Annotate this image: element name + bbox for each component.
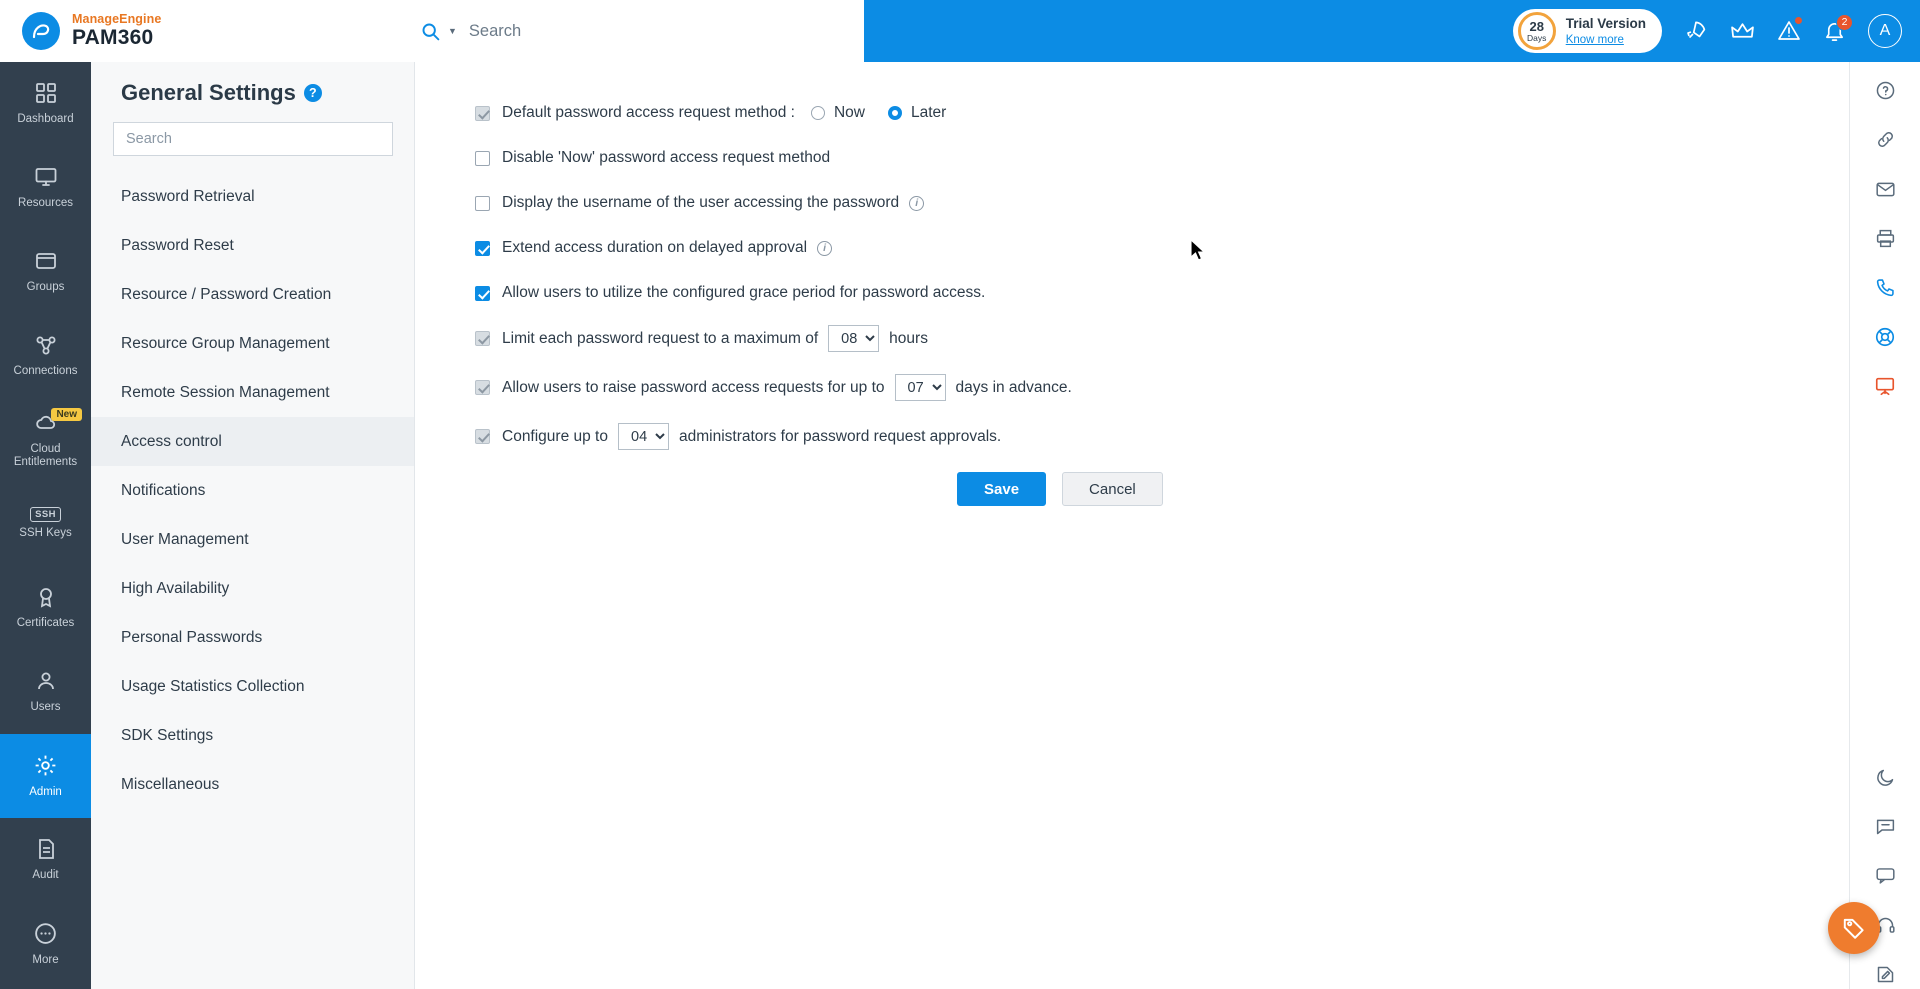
- settings-item-miscellaneous[interactable]: Miscellaneous: [121, 775, 220, 793]
- print-icon[interactable]: [1870, 224, 1900, 253]
- cancel-button[interactable]: Cancel: [1062, 472, 1163, 506]
- gear-icon: [33, 753, 58, 781]
- settings-item-high-availability[interactable]: High Availability: [121, 579, 230, 597]
- admins-approval-label-after: administrators for password request approvals.: [679, 427, 1002, 445]
- default-method-label: Default password access request method :: [502, 104, 795, 121]
- alert-dot-badge: [1794, 16, 1803, 25]
- global-search[interactable]: [414, 0, 864, 62]
- row-extend-access-duration: [475, 235, 1849, 261]
- brand-company: ManageEngine: [72, 12, 162, 27]
- audit-icon: [34, 837, 58, 864]
- sidebar-item-resources[interactable]: [0, 146, 91, 230]
- limit-request-label-after: hours: [889, 329, 928, 347]
- feedback-icon[interactable]: [1870, 812, 1900, 841]
- groups-icon: [34, 249, 58, 276]
- dashboard-icon: [34, 81, 58, 108]
- info-icon[interactable]: i: [909, 196, 924, 211]
- radio-now-label: Now: [833, 104, 865, 121]
- settings-header: [91, 62, 414, 116]
- settings-item-personal-passwords[interactable]: Personal Passwords: [121, 628, 263, 646]
- lifebuoy-icon[interactable]: [1870, 322, 1900, 351]
- sidebar-item-certificates[interactable]: [0, 566, 91, 650]
- sidebar-item-label: Certificates: [16, 617, 75, 630]
- advance-days-checkbox[interactable]: [475, 380, 490, 395]
- sidebar-item-users[interactable]: [0, 650, 91, 734]
- default-method-radio-group: [811, 104, 960, 122]
- settings-item-remote-session-management[interactable]: Remote Session Management: [121, 383, 330, 401]
- settings-item-access-control[interactable]: Access control: [91, 417, 414, 466]
- sidebar-item-label: Audit: [32, 869, 59, 882]
- admins-approval-label-before: Configure up to: [502, 427, 608, 445]
- grace-period-checkbox[interactable]: [475, 286, 490, 301]
- chat-icon[interactable]: [1870, 861, 1900, 890]
- sidebar-item-ssh-keys[interactable]: [0, 482, 91, 566]
- settings-list: [91, 172, 414, 809]
- row-advance-days: [475, 374, 1849, 401]
- new-badge: New: [51, 408, 82, 421]
- limit-request-label-before: Limit each password request to a maximum of: [502, 329, 819, 347]
- info-icon[interactable]: i: [817, 241, 832, 256]
- top-bar: [0, 0, 1920, 62]
- settings-item-sdk-settings[interactable]: SDK Settings: [121, 726, 214, 744]
- radio-now[interactable]: [811, 106, 825, 120]
- edit-note-icon[interactable]: [1870, 960, 1900, 989]
- display-username-checkbox[interactable]: [475, 196, 490, 211]
- moon-icon[interactable]: [1870, 763, 1900, 792]
- row-admins-approval: [475, 423, 1849, 450]
- trial-days-number: 28: [1529, 18, 1544, 34]
- phone-icon[interactable]: [1870, 273, 1900, 302]
- sidebar-item-admin[interactable]: [0, 734, 91, 818]
- rocket-icon[interactable]: [1684, 19, 1708, 43]
- extend-access-label: Extend access duration on delayed approval: [502, 239, 808, 256]
- sidebar-item-label: Connections: [13, 365, 78, 378]
- row-limit-request-hours: [475, 325, 1849, 352]
- general-settings-panel: [91, 62, 415, 989]
- row-grace-period: [475, 280, 1849, 306]
- radio-later[interactable]: [888, 106, 902, 120]
- sidebar-item-label: Admin: [29, 785, 62, 798]
- radio-later-label: Later: [910, 104, 947, 121]
- advance-days-label-after: days in advance.: [955, 378, 1072, 396]
- display-username-label: Display the username of the user accessing the password: [502, 194, 900, 211]
- sidebar-item-label: Groups: [26, 281, 65, 294]
- more-icon: [33, 921, 58, 949]
- brand-product: PAM360: [72, 25, 154, 49]
- row-default-password-access-request-method: [475, 100, 1849, 126]
- avatar[interactable]: A: [1868, 14, 1902, 48]
- trial-days-circle: [1518, 12, 1556, 50]
- trial-days-label: Days: [1527, 32, 1547, 43]
- settings-item-resource-group-management[interactable]: Resource Group Management: [121, 334, 330, 352]
- limit-request-checkbox[interactable]: [475, 331, 490, 346]
- settings-search-wrap: [91, 116, 414, 168]
- search-icon[interactable]: [420, 21, 441, 42]
- row-disable-now-method: [475, 145, 1849, 171]
- sidebar-item-cloud-entitlements[interactable]: [0, 398, 91, 482]
- connections-icon: [34, 333, 58, 360]
- sidebar-item-label: More: [32, 953, 59, 966]
- save-button[interactable]: Save: [957, 472, 1046, 506]
- access-control-content: [415, 62, 1849, 989]
- notification-bell-icon[interactable]: [1823, 16, 1848, 43]
- admins-approval-checkbox[interactable]: [475, 429, 490, 444]
- link-icon[interactable]: [1870, 125, 1900, 154]
- settings-item-password-retrieval[interactable]: Password Retrieval: [121, 187, 255, 205]
- search-scope-chevron-down-icon[interactable]: ▼: [448, 26, 457, 36]
- grace-period-label: Allow users to utilize the configured grace period for password access.: [502, 284, 986, 301]
- sidebar-item-audit[interactable]: [0, 818, 91, 902]
- monitor-icon: [34, 165, 58, 192]
- certificate-icon: [34, 585, 58, 612]
- help-circle-icon[interactable]: [1870, 76, 1900, 105]
- pam360-logo-icon: [22, 12, 60, 50]
- disable-now-label: Disable 'Now' password access request method: [502, 149, 831, 166]
- trial-know-more-link[interactable]: Know more: [1565, 33, 1624, 46]
- row-display-username: [475, 190, 1849, 216]
- brand-logo-area[interactable]: [0, 0, 414, 62]
- settings-item-notifications[interactable]: Notifications: [121, 481, 206, 499]
- settings-item-resource-password-creation[interactable]: Resource / Password Creation: [121, 285, 332, 303]
- access-control-form: [415, 62, 1849, 506]
- advance-days-select[interactable]: [895, 374, 946, 401]
- limit-request-hours-select[interactable]: [828, 325, 879, 352]
- sidebar-item-label: SSH Keys: [19, 527, 72, 540]
- admins-approval-select[interactable]: [618, 423, 669, 450]
- page-title: General Settings: [121, 80, 296, 105]
- default-method-checkbox[interactable]: [475, 106, 490, 121]
- crown-icon[interactable]: [1730, 19, 1755, 44]
- ssh-key-icon: SSH: [30, 507, 61, 522]
- right-utility-rail: [1849, 62, 1920, 989]
- sidebar-item-more[interactable]: [0, 902, 91, 986]
- sidebar-item-label: Resources: [18, 197, 73, 210]
- settings-item-usage-statistics-collection[interactable]: Usage Statistics Collection: [121, 677, 305, 695]
- presentation-icon[interactable]: [1870, 372, 1900, 401]
- settings-item-user-management[interactable]: User Management: [121, 530, 249, 548]
- trial-badge[interactable]: [1513, 9, 1662, 53]
- left-navigation-rail: [0, 62, 91, 989]
- advance-days-label-before: Allow users to raise password access requests for up to: [502, 378, 885, 396]
- tag-fab-button[interactable]: [1828, 902, 1880, 954]
- sidebar-item-connections[interactable]: [0, 314, 91, 398]
- notification-count-badge: 2: [1836, 14, 1853, 31]
- disable-now-checkbox[interactable]: [475, 151, 490, 166]
- mail-icon[interactable]: [1870, 175, 1900, 204]
- extend-access-checkbox[interactable]: [475, 241, 490, 256]
- search-input[interactable]: [467, 21, 797, 42]
- form-actions: [475, 472, 1849, 506]
- user-icon: [34, 669, 58, 696]
- help-icon[interactable]: ?: [304, 84, 322, 102]
- top-bar-right: [864, 0, 1920, 62]
- alert-icon[interactable]: [1777, 19, 1801, 43]
- sidebar-item-groups[interactable]: [0, 230, 91, 314]
- sidebar-item-label: Dashboard: [17, 113, 74, 126]
- sidebar-item-dashboard[interactable]: [0, 62, 91, 146]
- sidebar-item-label: Users: [30, 701, 61, 714]
- settings-search-input[interactable]: [113, 122, 393, 156]
- trial-title: Trial Version: [1565, 16, 1646, 32]
- settings-item-password-reset[interactable]: Password Reset: [121, 236, 234, 254]
- sidebar-item-label: Cloud Entitlements: [13, 442, 78, 468]
